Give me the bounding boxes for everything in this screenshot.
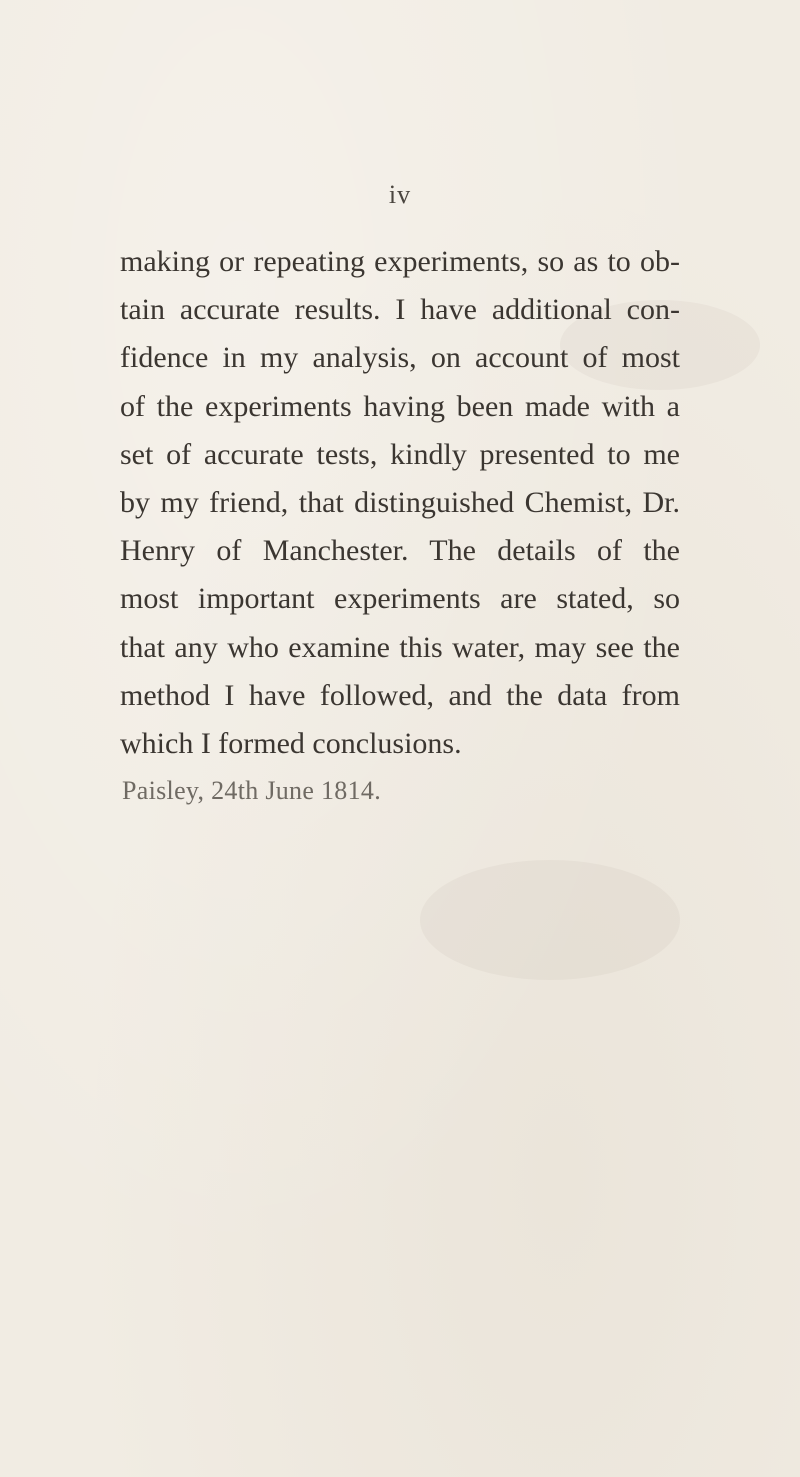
text-line: tain accurate results. I have additional con- [120,293,680,327]
body-paragraph [120,238,680,768]
text-line: Henry of Manchester. The details of the [120,534,680,568]
signoff-place-date: Paisley, 24th June 1814. [122,776,381,805]
text-line: fidence in my analysis, on account of most [120,341,680,375]
paper-stain [420,860,680,980]
page-number: iv [388,180,412,209]
text-line: making or repeating experiments, so as to ob- [120,245,680,278]
text-line: method I have followed, and the data from [120,678,680,712]
text-line: most important experiments are stated, so [120,582,680,616]
text-line: which I formed conclusions. [120,726,462,760]
text-line: set of accurate tests, kindly presented to me [120,437,680,471]
text-line: of the experiments having been made with a [120,389,680,423]
text-line: by my friend, that distinguished Chemist, Dr. [120,485,680,519]
text-line: that any who examine this water, may see the [120,630,680,664]
